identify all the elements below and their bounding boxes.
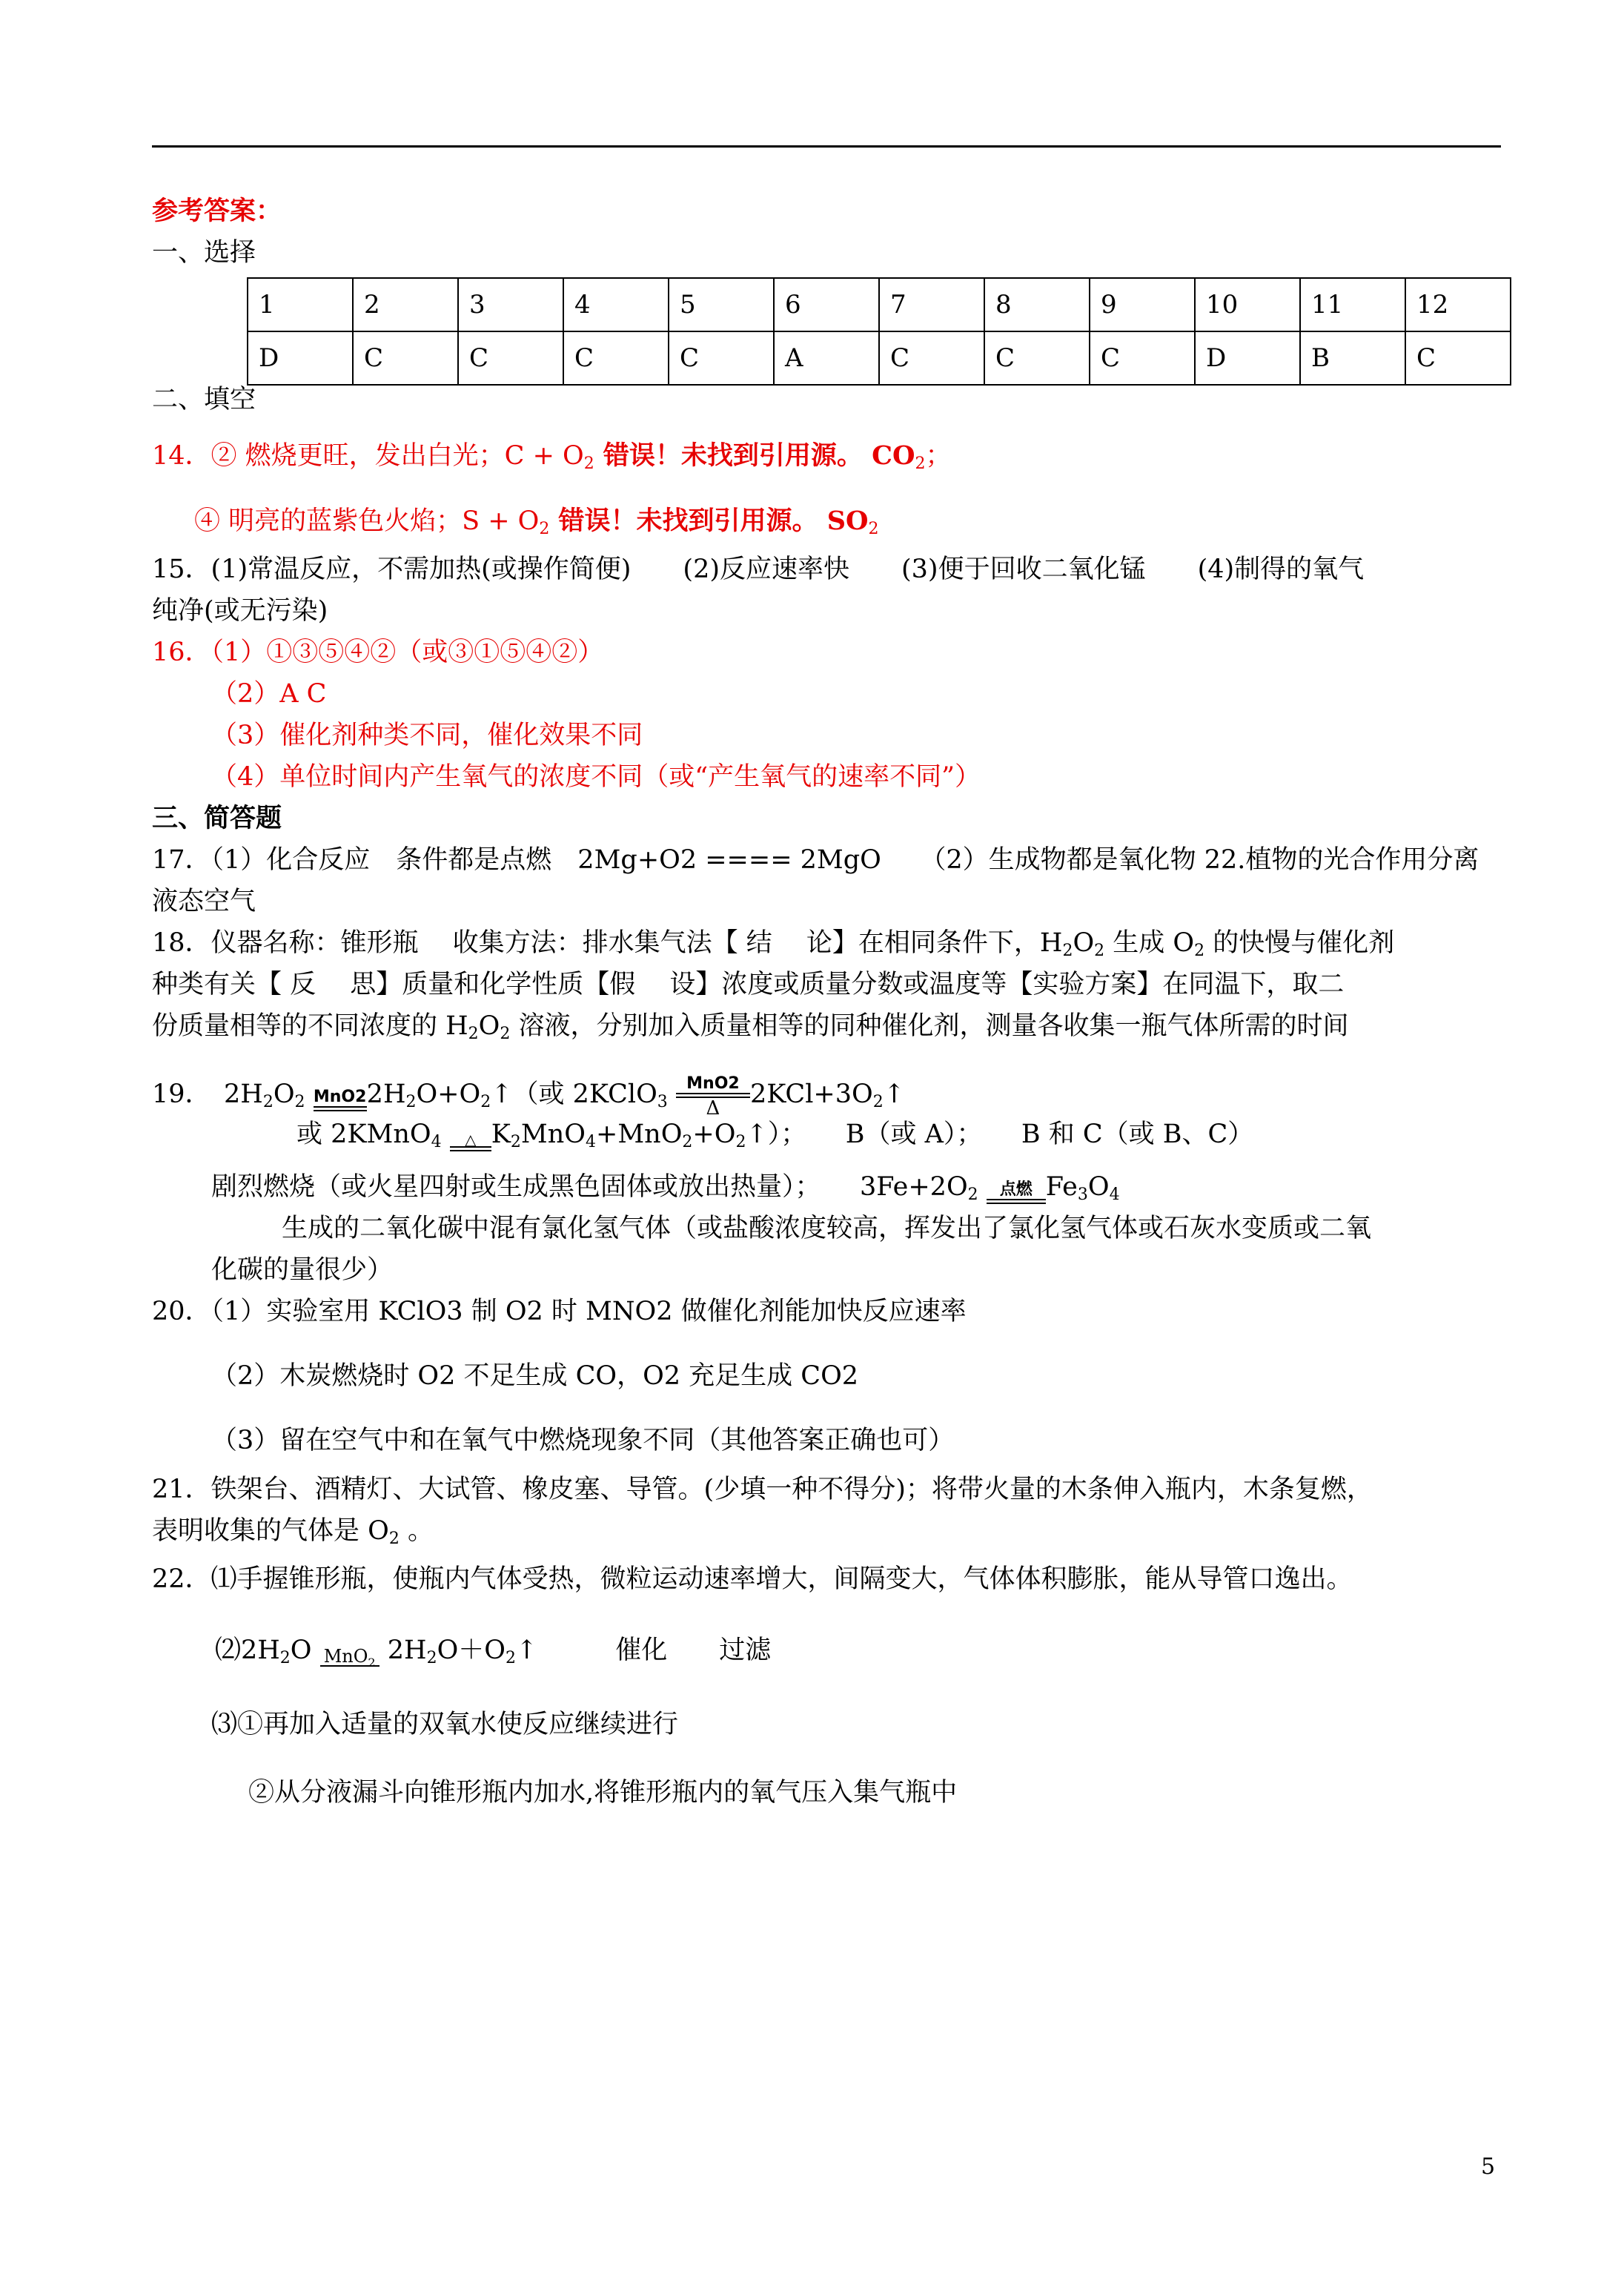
table-cell: C [353,331,458,385]
q18-text: 份质量相等的不同浓度的 H [152,1011,468,1041]
table-cell: C [563,331,669,385]
table-cell: C [879,331,984,385]
q19-text: ↑（或 2KClO [491,1079,657,1109]
q14-text: 错误！未找到引用源。 CO [594,440,915,471]
q18-line1 [152,926,1394,960]
table-cell: D [1195,331,1300,385]
q22-text: 2H [379,1636,427,1665]
table-cell: C [458,331,563,385]
q19-text: +O [692,1120,736,1149]
q20-line2: （2）木炭燃烧时 O2 不足生成 CO，O2 充足生成 CO2 [211,1361,859,1391]
table-cell: C [984,331,1090,385]
header-rule [152,145,1501,148]
table-cell: 1 [248,278,353,331]
q21-line1: 21．铁架台、酒精灯、大试管、橡皮塞、导管。(少填一种不得分)；将带火量的木条伸入瓶内，木条复燃， [152,1475,1373,1504]
q19-text: K [491,1120,511,1149]
q14-line1 [152,439,951,473]
reaction-arrow [676,1075,750,1119]
table-cell: C [1090,331,1195,385]
catalyst-label: MnO2 [313,1088,367,1106]
q19-text: 2KCl+3O [749,1079,873,1109]
reaction-arrow: MnO$_2$ [320,1647,380,1667]
table-cell: 6 [774,278,879,331]
subscript: 2 [583,454,594,473]
q18-text: 溶液，分别加入质量相等的同种催化剂，测量各收集一瓶气体所需的时间 [510,1011,1349,1041]
table-cell: 5 [669,278,774,331]
reaction-arrow [987,1181,1046,1204]
table-row-numbers [248,278,1511,331]
answer-table [247,277,1511,386]
q19-text: 或 2KMnO [296,1120,431,1149]
q19-text: MnO [520,1120,586,1149]
q19-text: ↑ [883,1079,906,1109]
q19-text: 剧烈燃烧（或火星四射或生成黑色固体或放出热量）； 3Fe+2O [211,1172,968,1202]
table-cell: B [1300,331,1405,385]
table-cell: 9 [1090,278,1195,331]
table-cell: 11 [1300,278,1405,331]
q18-text: O [1073,928,1095,958]
table-cell: A [774,331,879,385]
q18-text: O [478,1011,500,1041]
subscript: 2 [500,1025,511,1043]
subscript: 2 [1094,942,1105,960]
q21-line2: 表明收集的气体是 $O_2$ 。 [152,1516,434,1548]
subscript: 2 [468,1025,479,1043]
q16-line4: （4）单位时间内产生氧气的浓度不同（或“产生氧气的速率不同”） [211,762,981,792]
q14-text: 14．② 燃烧更旺，发出白光；C + O [152,441,584,471]
subscript: 2 [915,454,926,473]
table-cell: C [669,331,774,385]
q19-text: ↑）； B（或 A）； B 和 C（或 B、C） [746,1120,1254,1149]
table-cell: 10 [1195,278,1300,331]
q20-line3: （3）留在空气中和在氧气中燃烧现象不同（其他答案正确也可） [211,1426,955,1455]
q21-text: 表明收集的气体是 O [152,1516,389,1546]
catalyst-label: MnO2 [686,1074,740,1093]
answer-title: 参考答案： [152,196,282,226]
q19-text: Fe [1045,1172,1078,1202]
q16-line3: （3）催化剂种类不同，催化效果不同 [211,721,643,750]
q19-text: 2H [366,1079,406,1109]
reaction-arrow: △ [450,1133,491,1151]
q16-line1: 16．（1）①③⑤④②（或③①⑤④②） [152,638,604,667]
q19-line5: 化碳的量很少） [211,1255,394,1285]
catalyst-label: MnO [323,1646,368,1667]
table-cell: 12 [1405,278,1511,331]
q14-line2 [194,504,879,538]
subscript: 2 [1194,942,1205,960]
section-choice: 一、选择 [152,238,256,268]
table-cell: 3 [458,278,563,331]
q21-text: 。 [399,1516,434,1546]
table-cell: 7 [879,278,984,331]
table-cell: 8 [984,278,1090,331]
q19-text: O [1087,1172,1110,1202]
page-number: 5 [1481,2154,1496,2180]
q14-text: 错误！未找到引用源。 SO [549,506,869,536]
q18-text: 的快慢与催化剂 [1204,928,1395,958]
subscript: 2 [539,520,550,538]
q22-text: O [290,1636,312,1665]
q22-line1: 22．⑴手握锥形瓶，使瓶内气体受热，微粒运动速率增大，间隔变大，气体体积膨胀，能从导管口逸出。 [152,1564,1353,1594]
q22-line4: ②从分液漏斗向锥形瓶内加水,将锥形瓶内的氧气压入集气瓶中 [248,1778,958,1808]
q19-line2: 或 2KMnO$_4$ △ $K_2MnO_4+MnO_2+O_2↑$）； B（或 A）； B 和 C（或 B、C） [296,1120,1254,1151]
q22-line3: ⑶①再加入适量的双氧水使反应继续进行 [211,1710,679,1739]
section-short-answer: 三、简答题 [152,803,282,833]
reaction-arrow [314,1088,367,1111]
q19-text: O+O [416,1079,481,1109]
q17-line1: 17．（1）化合反应 条件都是点燃 2Mg+O2 ==== 2MgO （2）生成物都是氧化物 22.植物的光合作用分离 [152,845,1479,875]
q22-text: ↑ 催化 过滤 [515,1636,772,1665]
table-cell: 4 [563,278,669,331]
q22-text: O＋O [437,1636,506,1665]
q18-text: 18．仪器名称：锥形瓶 收集方法：排水集气法【 结 论】在相同条件下，H [152,928,1063,958]
q22-text: ⑵2H [215,1636,280,1665]
q19-text: 19． 2H [152,1079,263,1109]
q15-line2: 纯净(或无污染) [152,596,328,626]
q17-line2: 液态空气 [152,887,256,916]
table-cell: 2 [353,278,458,331]
table-row-answers [248,331,1511,385]
q15-line1: 15．(1)常温反应，不需加热(或操作简便) (2)反应速率快 (3)便于回收二氧化锰 (4)制得的氧气 [152,555,1365,584]
heat-symbol: Δ [706,1097,720,1120]
q18-line3 [152,1009,1349,1043]
q19-line1: 19． $2H_2O_2$ MnO2 $2H_2O+O_2↑$（或 2KClO$_3$ MnO2 Δ $2KCl+3O_2↑$ [152,1074,906,1120]
q18-line2: 种类有关【 反 思】质量和化学性质【假 设】浓度或质量分数或温度等【实验方案】在同温下，取二 [152,970,1345,999]
condition-label: 点燃 [999,1180,1033,1199]
q18-text: 生成 O [1104,928,1195,958]
q14-text: ④ 明亮的蓝紫色火焰；S + O [194,506,540,536]
q19-text: O [273,1079,295,1109]
q19-text: +MnO [596,1120,683,1149]
table-cell: D [248,331,353,385]
q19-line3: 剧烈燃烧（或火星四射或生成黑色固体或放出热量）； $3Fe+2O_2$ 点燃 $Fe_3O_4$ [211,1172,1120,1204]
q14-text: ； [925,441,952,471]
q16-line2: （2）A C [211,679,327,709]
section-fill: 二、填空 [152,385,256,414]
q19-line4: 生成的二氧化碳中混有氯化氢气体（或盐酸浓度较高，挥发出了氯化氢气体或石灰水变质或二氧 [282,1214,1372,1243]
subscript: 2 [868,520,879,538]
q22-line2: $⑵2H_2O$ MnO$_2$ $2H_2O+O_2↑$ 催化 过滤 [215,1636,772,1670]
table-cell: C [1405,331,1511,385]
q20-line1: 20．（1）实验室用 KClO3 制 O2 时 MNO2 做催化剂能加快反应速率 [152,1297,967,1326]
subscript: 2 [1062,942,1073,960]
